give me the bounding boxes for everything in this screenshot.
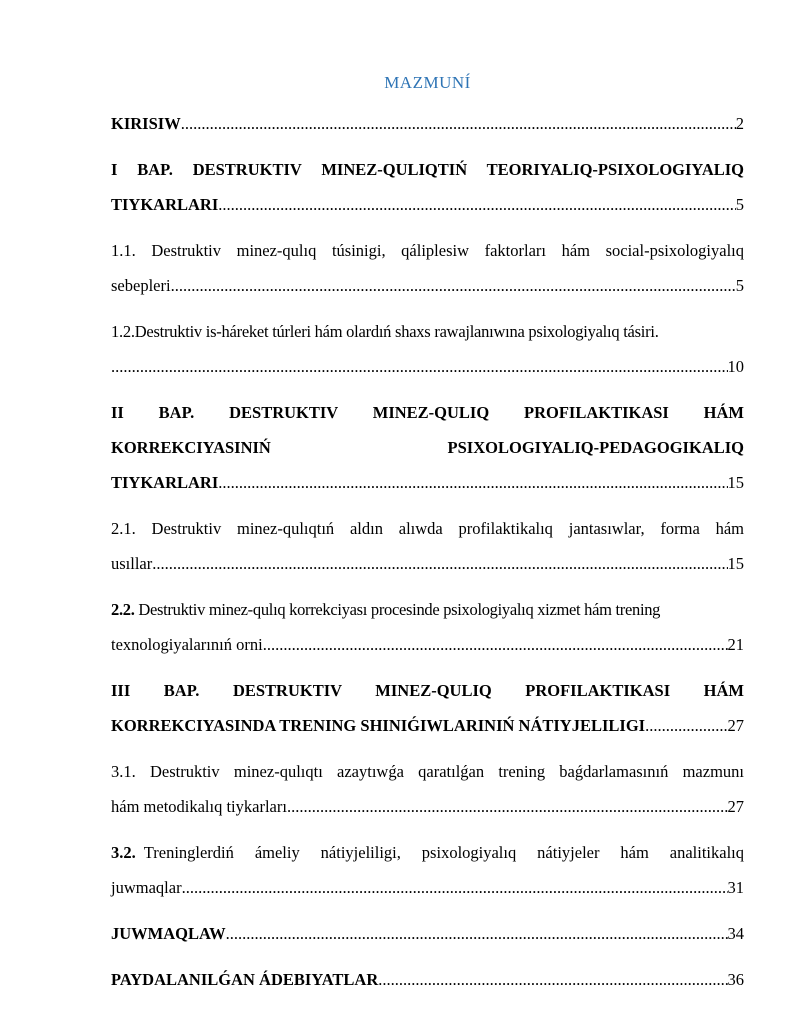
toc-page-number: 5 bbox=[735, 195, 744, 214]
toc-entry-line: Treninglerdiń ámeliy nátiyjeliligi, psixologiyalıq nátiyjeler hám analitikalıq bbox=[143, 843, 744, 862]
toc-entry-section-2-2[interactable] bbox=[111, 592, 744, 662]
dot-leader bbox=[645, 708, 727, 743]
dot-leader bbox=[287, 789, 728, 824]
toc-entry-title: KORREKCIYASINDA TRENING SHINIǴIWLARINIŃ NÁTIYJELILIGI bbox=[111, 716, 646, 735]
toc-entry-title: hám metodikalıq tiykarları bbox=[111, 797, 287, 816]
toc-page-number: 10 bbox=[727, 357, 744, 376]
toc-entry-number: 2.2. bbox=[111, 600, 135, 619]
toc-entry-title: juwmaqlar bbox=[111, 878, 182, 897]
toc-page-number: 15 bbox=[727, 554, 744, 573]
dot-leader bbox=[226, 916, 728, 951]
dot-leader bbox=[218, 187, 735, 222]
toc-entry-section-3-1[interactable] bbox=[111, 754, 744, 824]
toc-entry-line: KORREKCIYASINIŃ PSIXOLOGIYALIQ-PEDAGOGIKALIQ bbox=[111, 438, 744, 457]
toc-page-number: 27 bbox=[727, 716, 744, 735]
toc-entry-number: 3.2. bbox=[111, 843, 136, 862]
toc-entry-section-1-1[interactable] bbox=[111, 233, 744, 303]
dot-leader bbox=[152, 546, 727, 581]
dot-leader bbox=[218, 465, 727, 500]
toc-entry-line: III BAP. DESTRUKTIV MINEZ-QULIQ PROFILAKTIKASI HÁM bbox=[111, 681, 744, 700]
toc-entry-juwmaqlaw[interactable] bbox=[111, 916, 744, 951]
toc-entry-chapter-3[interactable] bbox=[111, 673, 744, 743]
dot-leader bbox=[182, 870, 728, 905]
toc-entry-title: texnologiyalarınıń orni bbox=[111, 635, 263, 654]
toc-entry-line: 3.1. Destruktiv minez-qulıqtı azaytıwǵa qaratılǵan trening baǵdarlamasınıń mazmunı bbox=[111, 762, 744, 781]
toc-entry-chapter-2[interactable] bbox=[111, 395, 744, 500]
toc-entry-title: JUWMAQLAW bbox=[111, 924, 226, 943]
toc-entry-title: PAYDALANILǴAN ÁDEBIYATLAR bbox=[111, 970, 379, 989]
toc-entry-title: sebepleri bbox=[111, 276, 171, 295]
dot-leader bbox=[111, 349, 728, 384]
toc-entry-line: 1.2.Destruktiv is-háreket túrleri hám olardıń shaxs rawajlanıwına psixologiyalıq tásiri. bbox=[111, 322, 659, 341]
toc-entry-chapter-1[interactable] bbox=[111, 152, 744, 222]
toc-page-number: 34 bbox=[727, 924, 744, 943]
toc-entry-line: II BAP. DESTRUKTIV MINEZ-QULIQ PROFILAKTIKASI HÁM bbox=[111, 403, 744, 422]
toc-page-number: 27 bbox=[727, 797, 744, 816]
toc-entry-title: TIYKARLARI bbox=[111, 473, 219, 492]
toc-page-number: 2 bbox=[735, 114, 744, 133]
toc-entry-kirisiw[interactable] bbox=[111, 106, 744, 141]
toc-entry-section-2-1[interactable] bbox=[111, 511, 744, 581]
toc-entry-title: usıllar bbox=[111, 554, 153, 573]
toc-title: MAZMUNÍ bbox=[384, 73, 471, 92]
dot-leader bbox=[181, 106, 736, 141]
table-of-contents bbox=[111, 70, 744, 1008]
dot-leader bbox=[378, 962, 727, 997]
toc-page-number: 21 bbox=[727, 635, 744, 654]
toc-entry-line: 2.1. Destruktiv minez-qulıqtıń aldın alıwda profilaktikalıq jantasıwlar, forma hám bbox=[111, 519, 744, 538]
toc-page-number: 5 bbox=[735, 276, 744, 295]
toc-entry-line: Destruktiv minez-qulıq korrekciyası procesinde psixologiyalıq xizmet hám trening bbox=[134, 600, 661, 619]
toc-page-number: 31 bbox=[727, 878, 744, 897]
toc-entry-bibliography[interactable] bbox=[111, 962, 744, 997]
dot-leader bbox=[263, 627, 728, 662]
toc-entry-title: KIRISIW bbox=[111, 114, 181, 133]
dot-leader bbox=[171, 268, 736, 303]
toc-entry-section-1-2[interactable] bbox=[111, 314, 744, 384]
toc-entry-title: TIYKARLARI bbox=[111, 195, 219, 214]
toc-entry-section-3-2[interactable] bbox=[111, 835, 744, 905]
toc-entry-line: I BAP. DESTRUKTIV MINEZ-QULIQTIŃ TEORIYALIQ-PSIXOLOGIYALIQ bbox=[111, 160, 744, 179]
toc-page-number: 15 bbox=[727, 473, 744, 492]
toc-entry-line: 1.1. Destruktiv minez-qulıq túsinigi, qáliplesiw faktorları hám social-psixologiyalıq bbox=[111, 241, 744, 260]
toc-page-number: 36 bbox=[727, 970, 744, 989]
